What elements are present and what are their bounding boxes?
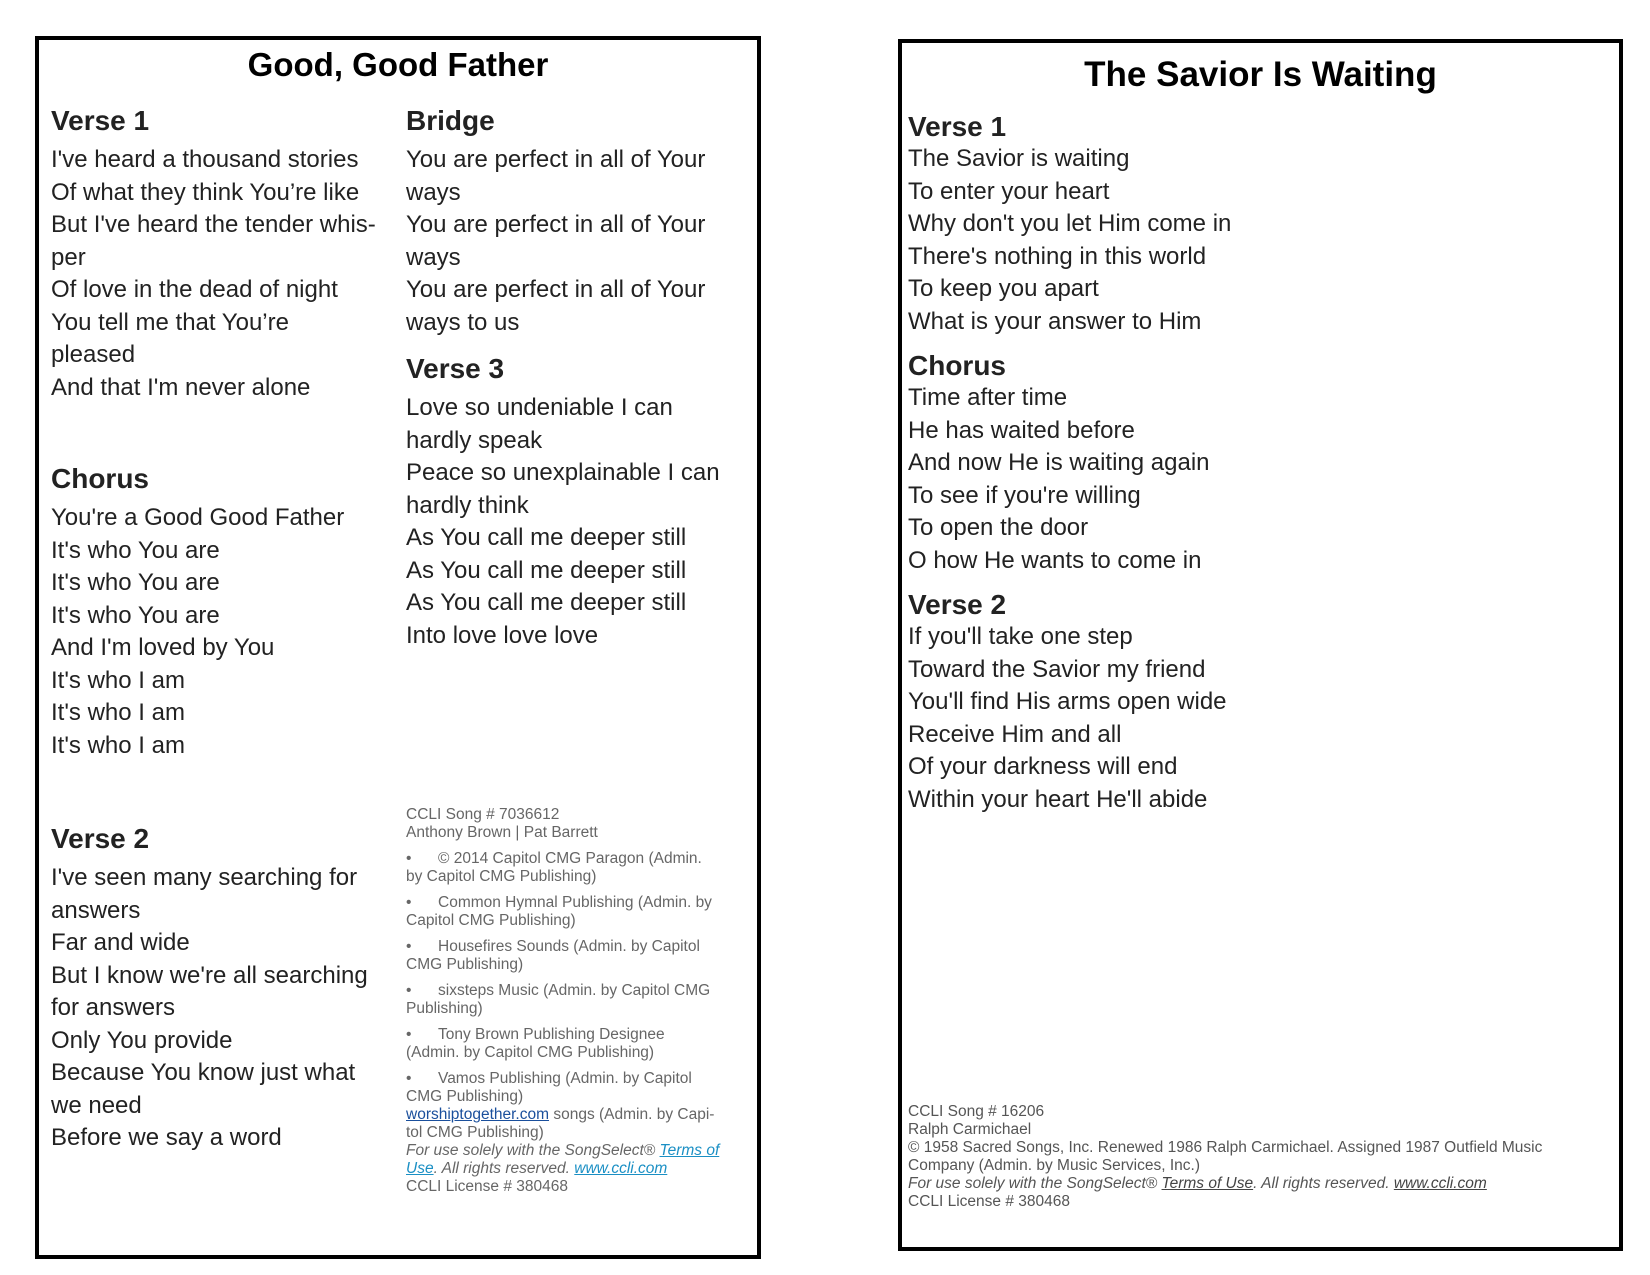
lyric-line: hardly speak	[406, 426, 543, 454]
lyric-line: It's who You are	[51, 536, 220, 564]
lyric-line: Far and wide	[51, 929, 190, 956]
lyric-line: And I'm loved by You	[51, 634, 275, 661]
lyric-line: Because You know just what	[51, 1059, 356, 1086]
lyric-line: I've seen many searching for	[51, 864, 358, 891]
lyric-line: Of your darkness will end	[908, 753, 1178, 780]
lyric-line: You'll find His arms open wide	[908, 688, 1227, 715]
publisher-item	[406, 938, 751, 974]
lyric-line: Toward the Savior my friend	[908, 655, 1206, 683]
lyric-line: ways to us	[406, 308, 520, 336]
ccli-website-link[interactable]: www.ccli.com	[1393, 1175, 1487, 1192]
publisher-text: (Admin. by Capitol CMG Publishing)	[406, 1044, 655, 1061]
verse-3-section	[406, 350, 746, 652]
bullet-icon: •	[406, 938, 412, 955]
publisher-item	[406, 894, 751, 930]
lyric-line: It's who You are	[51, 601, 220, 629]
lyric-line: Of love in the dead of night	[51, 276, 338, 303]
lyric-line: But I know we're all searching	[51, 961, 368, 989]
lyric-line: You are perfect in all of Your	[406, 276, 706, 303]
song-title: The Savior Is Waiting	[1084, 55, 1437, 94]
publisher-text: CMG Publishing)	[406, 956, 524, 973]
lyric-line: answers	[51, 896, 141, 924]
lyric-line: As You call me deeper still	[406, 589, 687, 616]
worship-together-text: tol CMG Publishing)	[406, 1124, 544, 1141]
lyric-line: O how He wants to come in	[908, 546, 1202, 574]
song-sheet-savior-is-waiting	[898, 39, 1623, 1251]
lyric-line: Love so undeniable I can	[406, 394, 673, 421]
lyric-line: But I've heard the tender whis-	[51, 211, 376, 238]
lyric-line: You tell me that You’re	[51, 308, 289, 336]
chorus-heading: Chorus	[51, 463, 149, 494]
ccli-license: CCLI License # 380468	[908, 1193, 1071, 1210]
verse-1-lines	[51, 144, 391, 404]
lyric-line: Peace so unexplainable I can	[406, 459, 720, 486]
lyric-line: Only You provide	[51, 1026, 233, 1054]
ccli-website-link[interactable]: www.ccli.com	[574, 1160, 668, 1177]
worship-together-link[interactable]: worshiptogether.com	[406, 1106, 550, 1123]
lyric-line: To keep you apart	[908, 275, 1099, 302]
usage-notice	[908, 1175, 1613, 1193]
lyric-line: And that I'm never alone	[51, 373, 311, 401]
publisher-text: Tony Brown Publishing Designee	[438, 1026, 665, 1043]
lyric-line: It's who I am	[51, 731, 185, 759]
verse-2-lines	[908, 621, 1608, 816]
publisher-text: Capitol CMG Publishing)	[406, 912, 576, 929]
chorus-section	[51, 460, 391, 762]
copyright-text: © 1958 Sacred Songs, Inc. Renewed 1986 Ralph Carmichael. Assigned 1987 Outfield Music	[908, 1139, 1543, 1156]
copyright-credits	[908, 1103, 1613, 1211]
lyric-line: As You call me deeper still	[406, 524, 687, 551]
lyric-line: He has waited before	[908, 416, 1135, 444]
publisher-text: Publishing)	[406, 1000, 483, 1017]
bridge-lines	[406, 144, 746, 339]
bullet-icon: •	[406, 850, 412, 867]
bullet-icon: •	[406, 982, 412, 999]
lyric-line: You're a Good Good Father	[51, 504, 345, 531]
publisher-item	[406, 1026, 751, 1062]
lyric-line: ways	[406, 243, 461, 271]
worship-together-credit	[406, 1106, 751, 1124]
lyric-line: Into love love love	[406, 621, 599, 649]
lyric-line: As You call me deeper still	[406, 556, 687, 584]
lyric-line: Receive Him and all	[908, 720, 1122, 748]
verse-1-heading: Verse 1	[51, 105, 150, 136]
lyric-line: Before we say a word	[51, 1124, 282, 1151]
verse-2-heading: Verse 2	[51, 823, 150, 854]
lyric-line: hardly think	[406, 491, 529, 519]
bullet-icon: •	[406, 1070, 412, 1087]
bridge-heading: Bridge	[406, 105, 495, 136]
worship-together-text: songs (Admin. by Capi-	[549, 1106, 715, 1123]
publisher-text: sixsteps Music (Admin. by Capitol CMG	[438, 982, 711, 999]
publisher-text: Common Hymnal Publishing (Admin. by	[438, 894, 712, 911]
lyric-line: You are perfect in all of Your	[406, 211, 706, 238]
lyric-line: To enter your heart	[908, 177, 1110, 205]
publisher-text: Vamos Publishing (Admin. by Capitol	[438, 1070, 692, 1087]
lyric-line: The Savior is waiting	[908, 145, 1130, 172]
verse-2-heading: Verse 2	[908, 589, 1007, 620]
usage-notice	[406, 1142, 751, 1160]
lyric-line: pleased	[51, 341, 136, 368]
ccli-song-number: CCLI Song # 16206	[908, 1103, 1045, 1120]
publisher-text: Housefires Sounds (Admin. by Capitol	[438, 938, 700, 955]
lyric-line: What is your answer to Him	[908, 307, 1202, 335]
lyric-line: And now He is waiting again	[908, 449, 1210, 476]
chorus-section	[908, 350, 1608, 577]
terms-of-use-link[interactable]: Terms of Use	[1161, 1175, 1254, 1192]
publisher-text: CMG Publishing)	[406, 1088, 524, 1105]
bullet-icon: •	[406, 1026, 412, 1043]
lyric-line: Of what they think You’re like	[51, 178, 360, 206]
verse-2-section	[908, 589, 1608, 816]
verse-2-section	[51, 820, 391, 1155]
lyric-line: Time after time	[908, 384, 1068, 411]
usage-text: For use solely with the SongSelect®	[908, 1175, 1162, 1192]
usage-text: . All rights reserved.	[1253, 1175, 1394, 1192]
lyric-line: Within your heart He'll abide	[908, 785, 1208, 813]
chorus-lines	[908, 382, 1608, 577]
lyric-line: we need	[51, 1091, 142, 1119]
terms-of-use-link[interactable]: Use	[406, 1160, 434, 1177]
song-sheet-good-good-father	[35, 36, 761, 1259]
chorus-heading: Chorus	[908, 350, 1006, 381]
copyright-credits	[406, 806, 751, 1196]
song-author: Ralph Carmichael	[908, 1121, 1032, 1138]
verse-3-heading: Verse 3	[406, 353, 505, 384]
ccli-song-number: CCLI Song # 7036612	[406, 806, 560, 823]
copyright-text: Company (Admin. by Music Services, Inc.)	[908, 1157, 1201, 1174]
verse-1-section	[51, 102, 391, 404]
publisher-item	[406, 982, 751, 1018]
publisher-text: © 2014 Capitol CMG Paragon (Admin.	[438, 850, 702, 867]
lyric-line: It's who You are	[51, 569, 220, 596]
verse-1-section	[908, 111, 1608, 338]
usage-text: . All rights reserved.	[433, 1160, 575, 1177]
lyric-line: It's who I am	[51, 699, 185, 726]
lyric-line: You are perfect in all of Your	[406, 146, 706, 173]
bridge-section	[406, 102, 746, 339]
usage-notice	[406, 1160, 751, 1178]
verse-2-lines	[51, 862, 391, 1155]
publisher-text: by Capitol CMG Publishing)	[406, 868, 597, 885]
usage-text: For use solely with the SongSelect®	[406, 1142, 660, 1159]
publisher-item	[406, 850, 751, 886]
lyric-line: There's nothing in this world	[908, 242, 1207, 270]
verse-1-heading: Verse 1	[908, 111, 1007, 142]
lyric-line: ways	[406, 178, 461, 206]
lyric-line: If you'll take one step	[908, 623, 1133, 650]
lyric-line: It's who I am	[51, 666, 185, 694]
lyric-line: for answers	[51, 994, 176, 1021]
verse-1-lines	[908, 143, 1608, 338]
chorus-lines	[51, 502, 391, 762]
terms-of-use-link[interactable]: Terms of	[659, 1142, 720, 1159]
song-title: Good, Good Father	[247, 46, 549, 83]
lyric-line: To open the door	[908, 514, 1089, 541]
song-authors: Anthony Brown | Pat Barrett	[406, 824, 598, 841]
verse-3-lines	[406, 392, 746, 652]
lyric-line: per	[51, 243, 86, 271]
lyric-line: Why don't you let Him come in	[908, 210, 1232, 237]
lyric-line: I've heard a thousand stories	[51, 146, 359, 173]
lyric-line: To see if you're willing	[908, 481, 1141, 509]
ccli-license: CCLI License # 380468	[406, 1178, 569, 1195]
bullet-icon: •	[406, 894, 412, 911]
publisher-item	[406, 1070, 751, 1106]
